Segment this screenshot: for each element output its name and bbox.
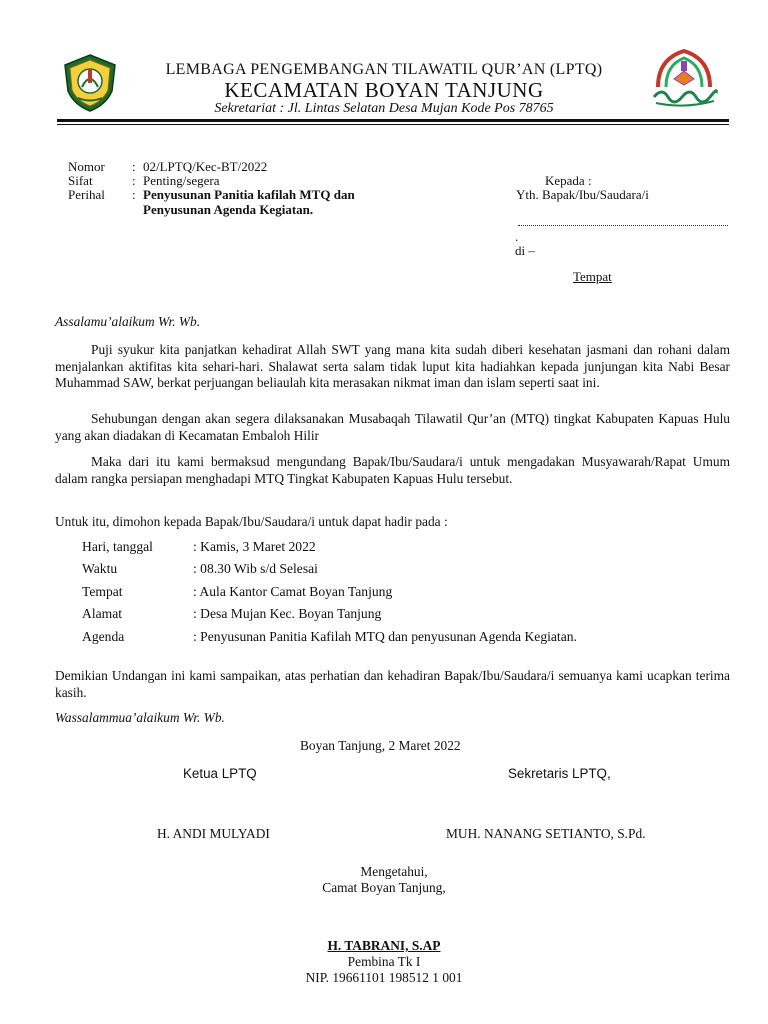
paragraph-attendance-request: Untuk itu, dimohon kepada Bapak/Ibu/Saudara/i untuk dapat hadir pada : — [55, 514, 448, 529]
recipient-di: di – — [515, 243, 535, 258]
perihal-value-line1: Penyusunan Panitia kafilah MTQ dan — [143, 187, 355, 202]
recipient-salutation: Yth. Bapak/Ibu/Saudara/i — [516, 187, 649, 202]
signer-left-name: H. ANDI MULYADI — [157, 826, 270, 841]
nomor-value: 02/LPTQ/Kec-BT/2022 — [143, 159, 268, 174]
schedule-label-place: Tempat — [82, 584, 123, 599]
greeting: Assalamu’alaikum Wr. Wb. — [55, 314, 201, 329]
schedule-label-address: Alamat — [82, 606, 123, 621]
recipient-dot: . — [515, 229, 519, 244]
camat-name: H. TABRANI, S.AP — [327, 938, 441, 953]
recipient-name-blank — [518, 225, 728, 226]
schedule-value-date: : Kamis, 3 Maret 2022 — [193, 539, 316, 554]
paragraph-opening: Puji syukur kita panjatkan kehadirat Allah SWT yang mana kita sudah diberi kesehatan jasmani dan rohani dalam menjalankan aktifitas kita sehari-hari. Shalawat serta salam tidak luput kita hadiahkan kepada junjungan kita Nabi Besar Muhammad SAW, berkat perjuangan beliaulah kita merasakan nikmat iman dan islam seperti saat ini. — [55, 342, 730, 390]
schedule-value-address: : Desa Mujan Kec. Boyan Tanjung — [193, 606, 382, 621]
recipient-place: Tempat — [573, 269, 612, 284]
sifat-colon: : — [132, 173, 136, 188]
paragraph-invitation: Maka dari itu kami bermaksud mengundang Bapak/Ibu/Saudara/i untuk mengadakan Musyawarah/Rapat Umum dalam rangka persiapan menghadapi MTQ Tingkat Kabupaten Kapuas Hulu tersebut. — [55, 454, 730, 486]
perihal-colon: : — [132, 187, 136, 202]
secretariat-address: Sekretariat : Jl. Lintas Selatan Desa Mujan Kode Pos 78765 — [214, 101, 554, 116]
perihal-value-line2: Penyusunan Agenda Kegiatan. — [143, 202, 314, 217]
organization-name: LEMBAGA PENGEMBANGAN TILAWATIL QUR’AN (LPTQ) — [165, 61, 603, 78]
farewell: Wassalammua’alaikum Wr. Wb. — [55, 710, 225, 725]
schedule-value-time: : 08.30 Wib s/d Selesai — [193, 561, 318, 576]
letterhead-rule-thin — [57, 124, 729, 125]
signer-left-title: Ketua LPTQ — [183, 766, 257, 781]
schedule-label-date: Hari, tanggal — [82, 539, 153, 554]
camat-rank: Pembina Tk I — [347, 954, 421, 969]
schedule-label-time: Waktu — [82, 561, 118, 576]
district-name: KECAMATAN BOYAN TANJUNG — [224, 78, 544, 102]
sifat-label: Sifat — [68, 173, 93, 188]
signer-right-name: MUH. NANANG SETIANTO, S.Pd. — [446, 826, 646, 841]
perihal-label: Perihal — [68, 187, 105, 202]
paragraph-closing: Demikian Undangan ini kami sampaikan, atas perhatian dan kehadiran Bapak/Ibu/Saudara/i semuanya kami ucapkan terima kasih. — [55, 668, 730, 700]
letterhead-rule-thick — [57, 119, 729, 122]
acknowledgment-office: Camat Boyan Tanjung, — [322, 880, 446, 895]
paragraph-mtq-announcement: Sehubungan dengan akan segera dilaksanakan Musabaqah Tilawatil Qur’an (MTQ) tingkat Kabupaten Kapuas Hulu yang akan diadakan di Kecamatan Embaloh Hilir — [55, 411, 730, 443]
place-date: Boyan Tanjung, 2 Maret 2022 — [300, 738, 461, 753]
sifat-value: Penting/segera — [143, 173, 220, 188]
schedule-value-agenda: : Penyusunan Panitia Kafilah MTQ dan penyusunan Agenda Kegiatan. — [193, 629, 577, 644]
schedule-label-agenda: Agenda — [82, 629, 125, 644]
acknowledgment-label: Mengetahui, — [360, 864, 428, 879]
nomor-colon: : — [132, 159, 136, 174]
signer-right-title: Sekretaris LPTQ, — [508, 766, 611, 781]
nomor-label: Nomor — [68, 159, 105, 174]
camat-nip: NIP. 19661101 198512 1 001 — [305, 970, 463, 985]
kepada-label: Kepada : — [545, 173, 592, 188]
schedule-value-place: : Aula Kantor Camat Boyan Tanjung — [193, 584, 393, 599]
